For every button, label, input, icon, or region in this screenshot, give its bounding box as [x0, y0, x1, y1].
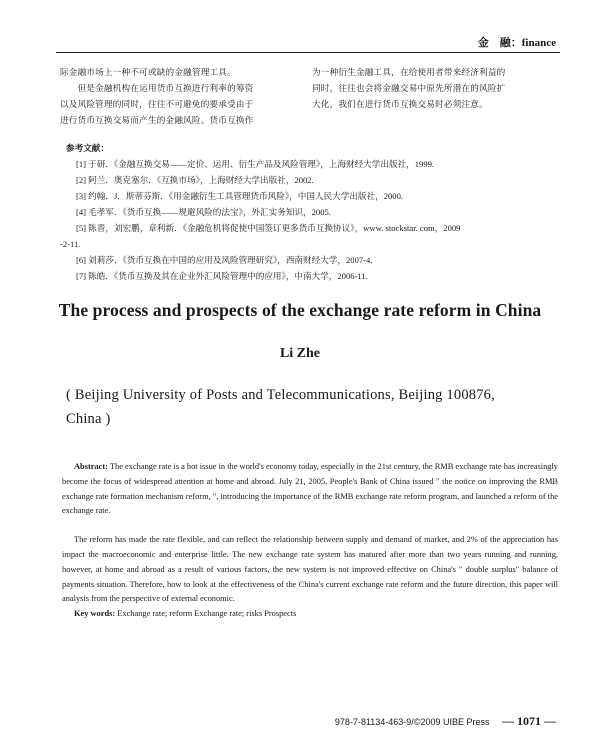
reference-item: [5] 陈晋，刘宏鹏，章利新．《金融危机将促使中国签订更多货币互换协议》，www. stockstar. com，2009: [76, 223, 461, 233]
paper-title: The process and prospects of the exchange rate reform in China: [58, 300, 542, 320]
reference-item: [7] 陈皓．《货币互换及其在企业外汇风险管理中的应用》，中南大学，2006-11.: [76, 271, 368, 281]
body-line: 为一种衍生金融工具，在给使用者带来经济利益的: [312, 67, 506, 77]
body-line: 但是金融机构在运用货币互换进行利率的筹资: [60, 83, 254, 93]
reference-item: [1] 于研．《金融互换交易——定价、运用、衍生产品及风险管理》，上海财经大学出版社，1999.: [76, 159, 435, 169]
page-number: — 1071 —: [502, 714, 556, 728]
page-footer: [335, 714, 556, 729]
keywords-text: Exchange rate; reform Exchange rate; risks Prospects: [115, 609, 297, 619]
body-line: 际金融市场上一种不可或缺的金融管理工具。: [60, 67, 236, 77]
running-header: 金 融：finance: [477, 37, 556, 49]
body-line: 同时，往往也会将金融交易中原先所潜在的风险扩: [312, 83, 506, 93]
reference-item: [3] 约翰．J．斯蒂芬斯．《用金融衍生工具管理货币风险》，中国人民大学出版社，2000.: [76, 191, 404, 201]
body-line: 大化，我们在进行货币互换交易时必须注意。: [312, 99, 488, 109]
abstract-paragraph: [62, 460, 558, 519]
body-text-right-column: [312, 64, 556, 112]
affiliation-line: ( Beijing University of Posts and Telecommunications, Beijing 100876,: [66, 387, 495, 403]
reference-item: [2] 阿兰．奥克塞尔．《互换市场》，上海财经大学出版社，2002.: [76, 175, 314, 185]
header-rule: [56, 52, 560, 53]
reference-item: [6] 刘莉莎．《货币互换在中国的应用及风险管理研究》，西南财经大学，2007-4.: [76, 255, 373, 265]
footer-imprint: 978-7-81134-463-9/©2009 UIBE Press: [334, 717, 490, 727]
references-heading: 参考文献：: [66, 143, 109, 153]
paper-affiliation: [66, 383, 566, 431]
keywords: [62, 607, 558, 622]
reference-item-continuation: -2-11.: [60, 239, 81, 249]
body-text-left-column: [60, 64, 298, 128]
body-line: 进行货币互换交易而产生的金融风险。货币互换作: [60, 115, 254, 125]
reference-item: [4] 毛孝军．《货币互换——规避风险的法宝》，外汇实务知识，2005.: [76, 207, 331, 217]
references-section: [60, 140, 560, 284]
body-line: 以及风险管理的同时，往往不可避免的要承受由于: [60, 99, 254, 109]
keywords-label: Key words:: [74, 609, 116, 619]
abstract-paragraph: The reform has made the rate flexible, and can reflect the relationship between supply and demand of market, and 2% of the appreciation has impact the macroeconomic and enterprise little. The new exchange rate system has matured after more than two years running and running, however, at home and abroad as a result of various factors, the new system is not improved effective on China's " double surplus" balance of payments situation. Therefore, how to look at the effectiveness of the China's current exchange rate reform and the future direction, this paper will analysis from the perspective of external economic.: [62, 535, 558, 604]
abstract-label: Abstract:: [74, 462, 108, 471]
abstract-section: [62, 460, 558, 622]
abstract-text: The exchange rate is a hot issue in the world's economy today, especially in the 21st century, the RMB exchange rate has increasingly become the focus of widespread attention at home and abroad. July 21, 2005, People's Bank of China issued " the notice on improving the RMB exchange rate formation mechanism reform, ", introducing the importance of the RMB exchange rate reform program, and launched a reform of the exchange rate.: [62, 462, 558, 516]
paper-author: Li Zhe: [279, 346, 321, 361]
affiliation-line: China ): [66, 411, 111, 427]
